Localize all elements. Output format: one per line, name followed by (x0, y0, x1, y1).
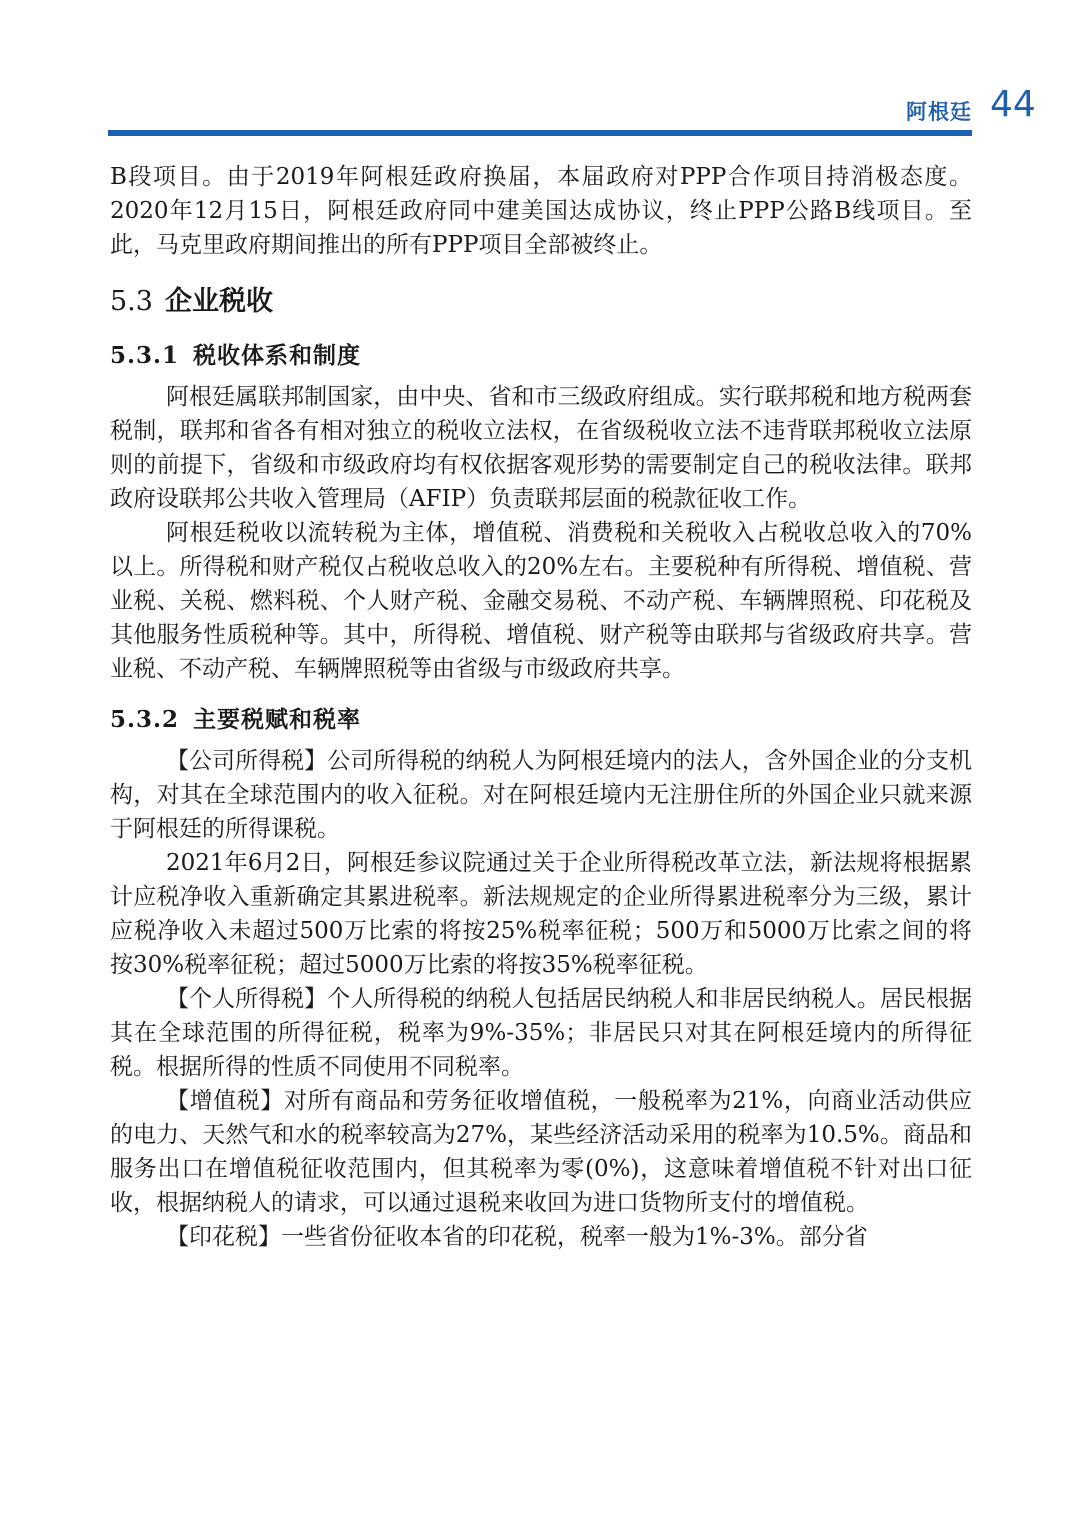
paragraph-tax-system: 阿根廷属联邦制国家，由中央、省和市三级政府组成。实行联邦税和地方税两套税制，联邦和省各有相对独立的税收立法权，在省级税收立法不违背联邦税收立法原则的前提下，省级和市级政府均有权依据客观形势的需要制定自己的税收法律。联邦政府设联邦公共收入管理局（AFIP）负责联邦层面的税款征收工作。 (110, 384, 972, 512)
paragraph-stamp-duty: 【印花税】一些省份征收本省的印花税，税率一般为1%-3%。部分省 (166, 1224, 868, 1250)
subsection-number: 5.3.2 (110, 706, 180, 733)
paragraph-corporate-tax-reform: 2021年6月2日，阿根廷参议院通过关于企业所得税改革立法，新法规将根据累计应税净收入重新确定其累进税率。新法规规定的企业所得累进税率分为三级，累计应税净收入未超过500万比索的将按25%税率征税；500万和5000万比索之间的将按30%税率征税；超过5000万比索的将按35%税率征税。 (110, 850, 972, 978)
subsection-heading-5-3-2 (110, 702, 972, 738)
subsection-heading-5-3-1 (110, 338, 972, 374)
paragraph-tax-structure: 阿根廷税收以流转税为主体，增值税、消费税和关税收入占税收总收入的70%以上。所得税和财产税仅占税收总收入的20%左右。主要税种有所得税、增值税、营业税、关税、燃料税、个人财产税、金融交易税、不动产税、车辆牌照税、印花税及其他服务性质税种等。其中，所得税、增值税、财产税等由联邦与省级政府共享。营业税、不动产税、车辆牌照税等由省级与市级政府共享。 (110, 520, 972, 682)
page-body (110, 160, 972, 1254)
section-heading-5-3 (110, 282, 972, 322)
section-title: 企业税收 (164, 286, 273, 317)
paragraph-vat: 【增值税】对所有商品和劳务征收增值税，一般税率为21%，向商业活动供应的电力、天然气和水的税率较高为27%，某些经济活动采用的税率为10.5%。商品和服务出口在增值税征收范围内，但其税率为零(0%)，这意味着增值税不针对出口征收，根据纳税人的请求，可以通过退税来收回为进口货物所支付的增值税。 (110, 1088, 972, 1216)
subsection-title: 主要税赋和税率 (193, 706, 362, 733)
paragraph-continuation: B段项目。由于2019年阿根廷政府换届，本届政府对PPP合作项目持消极态度。2020年12月15日，阿根廷政府同中建美国达成协议，终止PPP公路B线项目。至此，马克里政府期间推出的所有PPP项目全部被终止。 (110, 164, 972, 258)
subsection-title: 税收体系和制度 (193, 342, 362, 369)
section-number: 5.3 (110, 286, 153, 317)
page-number: 44 (990, 84, 1036, 125)
paragraph-personal-income-tax: 【个人所得税】个人所得税的纳税人包括居民纳税人和非居民纳税人。居民根据其在全球范围的所得征税，税率为9%-35%；非居民只对其在阿根廷境内的所得征税。根据所得的性质不同使用不同税率。 (110, 986, 972, 1080)
running-header (108, 86, 972, 132)
running-title: 阿根廷 (906, 100, 972, 124)
paragraph-corporate-income-tax: 【公司所得税】公司所得税的纳税人为阿根廷境内的法人，含外国企业的分支机构，对其在全球范围内的收入征税。对在阿根廷境内无注册住所的外国企业只就来源于阿根廷的所得课税。 (110, 748, 972, 842)
subsection-number: 5.3.1 (110, 342, 180, 369)
header-divider (108, 130, 972, 136)
